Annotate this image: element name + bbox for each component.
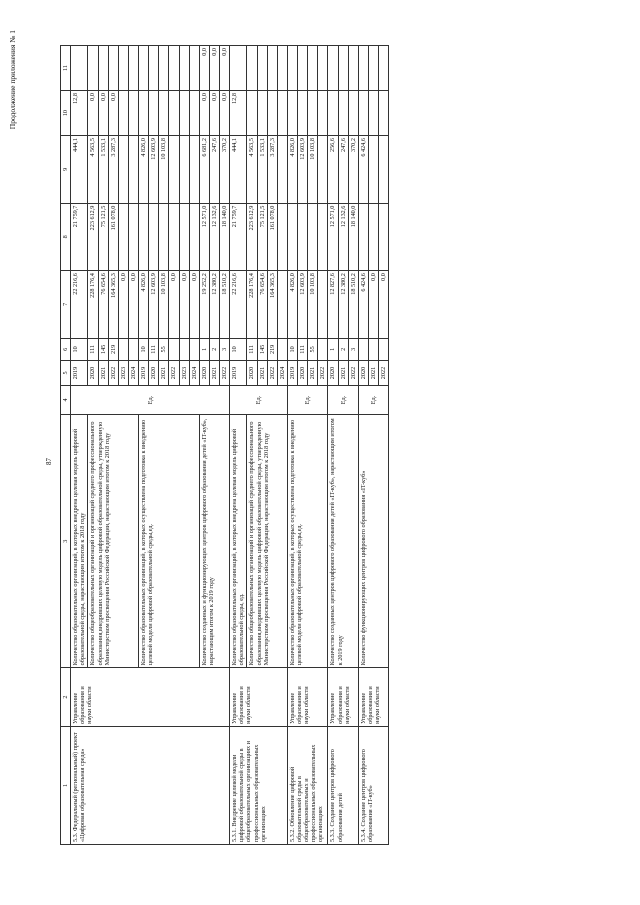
cell-count xyxy=(128,338,138,361)
cell-count: 111 xyxy=(88,338,98,361)
cell-municipal: 12,8 xyxy=(71,91,88,136)
cell-count xyxy=(379,338,389,361)
cell-federal xyxy=(128,203,138,271)
cell-total xyxy=(277,271,287,339)
cell-year: 2021 xyxy=(257,361,267,386)
cell-year: 2020 xyxy=(149,361,159,386)
column-number: 5 xyxy=(61,361,71,386)
column-number: 8 xyxy=(61,203,71,271)
cell-regional xyxy=(128,136,138,204)
cell-year: 2022 xyxy=(379,361,389,386)
project-name: 5.3.4. Создание центров цифрового образования «IT-куб» xyxy=(358,726,388,844)
indicator-text: Количество общеобразовательных организаций и организаций среднего профессионального образования,внедривших целевую модель цифровой образовательной среды, утвержденную Министерством просвещения Российской Федерации, нарастающим итогом к 2018 году xyxy=(88,415,139,668)
cell-total: 19 252,2 xyxy=(199,271,209,339)
cell-federal xyxy=(318,203,328,271)
cell-other xyxy=(257,46,267,91)
indicator-text: Количество созданных и функционирующих центров цифрового образования детей «IT-куб», нарастающим итогом к 2019 году xyxy=(199,415,229,668)
cell-regional xyxy=(368,136,378,204)
cell-regional: 3 287,3 xyxy=(267,136,277,204)
cell-total: 4 826,0 xyxy=(287,271,297,339)
cell-count xyxy=(358,338,368,361)
cell-year: 2019 xyxy=(230,361,247,386)
cell-regional: 6 424,6 xyxy=(358,136,368,204)
cell-federal xyxy=(379,203,389,271)
cell-municipal xyxy=(247,91,257,136)
cell-regional: 6 681,2 xyxy=(199,136,209,204)
cell-other xyxy=(159,46,169,91)
cell-federal xyxy=(169,203,179,271)
cell-federal: 75 121,5 xyxy=(98,203,108,271)
table-row xyxy=(287,46,297,845)
data-table xyxy=(60,45,389,845)
table-body xyxy=(71,46,389,845)
cell-count: 10 xyxy=(139,338,149,361)
cell-municipal xyxy=(318,91,328,136)
cell-federal: 21 759,7 xyxy=(71,203,88,271)
cell-year: 2023 xyxy=(118,361,128,386)
column-number-row xyxy=(61,46,71,845)
cell-year: 2023 xyxy=(179,361,189,386)
cell-year: 2021 xyxy=(159,361,169,386)
project-name: 5.3.3. Создание центров цифрового образования детей xyxy=(328,726,358,844)
cell-total: 18 510,2 xyxy=(220,271,230,339)
cell-count xyxy=(277,338,287,361)
cell-other xyxy=(267,46,277,91)
cell-regional xyxy=(118,136,128,204)
cell-federal: 18 140,0 xyxy=(220,203,230,271)
column-number: 6 xyxy=(61,338,71,361)
column-number: 7 xyxy=(61,271,71,339)
cell-federal xyxy=(159,203,169,271)
cell-count: 10 xyxy=(230,338,247,361)
cell-year: 2022 xyxy=(318,361,328,386)
cell-year: 2020 xyxy=(199,361,209,386)
cell-other xyxy=(189,46,199,91)
cell-year: 2021 xyxy=(368,361,378,386)
cell-municipal xyxy=(379,91,389,136)
cell-federal xyxy=(139,203,149,271)
cell-year: 2019 xyxy=(287,361,297,386)
indicator-text: Количество образовательных организаций, в которых осуществлена подготовка к внедрению целевой модели цифровой образовательной среды,ед. xyxy=(287,415,328,668)
cell-regional: 370,2 xyxy=(348,136,358,204)
cell-regional: 247,6 xyxy=(338,136,348,204)
cell-other xyxy=(298,46,308,91)
cell-year: 2020 xyxy=(328,361,338,386)
cell-count xyxy=(118,338,128,361)
cell-federal: 223 612,9 xyxy=(247,203,257,271)
cell-municipal xyxy=(159,91,169,136)
cell-municipal: 0,0 xyxy=(220,91,230,136)
cell-other xyxy=(149,46,159,91)
cell-municipal: 0,0 xyxy=(199,91,209,136)
cell-count xyxy=(179,338,189,361)
column-number: 11 xyxy=(61,46,71,91)
table-row xyxy=(328,46,338,845)
project-name: 5.3.1. Внедрение целевой модели цифровой образовательной среды в общеобразовательных организациях и профессиональных образовательных организациях xyxy=(230,726,288,844)
cell-total: 76 654,6 xyxy=(98,271,108,339)
cell-regional: 370,2 xyxy=(220,136,230,204)
responsible-executor: Управление образования и науки области xyxy=(71,668,230,727)
cell-total: 228 176,4 xyxy=(247,271,257,339)
cell-regional xyxy=(379,136,389,204)
cell-count xyxy=(189,338,199,361)
cell-federal: 161 078,0 xyxy=(108,203,118,271)
cell-year: 2022 xyxy=(267,361,277,386)
cell-federal xyxy=(118,203,128,271)
cell-other xyxy=(71,46,88,91)
cell-year: 2020 xyxy=(247,361,257,386)
cell-count: 219 xyxy=(108,338,118,361)
cell-municipal xyxy=(348,91,358,136)
cell-regional: 1 533,1 xyxy=(257,136,267,204)
column-number: 9 xyxy=(61,136,71,204)
cell-municipal xyxy=(189,91,199,136)
cell-other xyxy=(338,46,348,91)
indicator-text: Количество функционирующих центров цифрового образования «IT-куб» xyxy=(358,415,388,668)
unit-of-measure: Ед. xyxy=(71,385,230,414)
cell-other xyxy=(247,46,257,91)
cell-year: 2022 xyxy=(220,361,230,386)
cell-other xyxy=(108,46,118,91)
cell-federal: 12 132,6 xyxy=(209,203,219,271)
cell-year: 2020 xyxy=(88,361,98,386)
cell-count xyxy=(318,338,328,361)
cell-count: 111 xyxy=(247,338,257,361)
cell-municipal xyxy=(298,91,308,136)
cell-other xyxy=(128,46,138,91)
cell-year: 2020 xyxy=(298,361,308,386)
cell-other xyxy=(318,46,328,91)
cell-year: 2019 xyxy=(71,361,88,386)
cell-total: 0,0 xyxy=(368,271,378,339)
cell-count: 55 xyxy=(308,338,318,361)
cell-municipal: 0,0 xyxy=(98,91,108,136)
cell-regional: 10 103,8 xyxy=(308,136,318,204)
cell-count xyxy=(169,338,179,361)
cell-other xyxy=(348,46,358,91)
cell-total: 228 176,4 xyxy=(88,271,98,339)
cell-total: 164 365,3 xyxy=(267,271,277,339)
cell-federal xyxy=(277,203,287,271)
cell-regional: 4 826,0 xyxy=(287,136,297,204)
cell-other: 0,0 xyxy=(209,46,219,91)
cell-count: 145 xyxy=(257,338,267,361)
cell-total: 0,0 xyxy=(189,271,199,339)
cell-year: 2021 xyxy=(308,361,318,386)
cell-regional xyxy=(169,136,179,204)
cell-other: 0,0 xyxy=(220,46,230,91)
cell-other: 0,0 xyxy=(199,46,209,91)
cell-count: 1 xyxy=(199,338,209,361)
cell-total: 76 654,6 xyxy=(257,271,267,339)
project-name: 5.3.2. Обновление цифровой образовательной среды в общеобразовательных и профессиональных образовательных организациях xyxy=(287,726,328,844)
cell-total: 12 827,6 xyxy=(328,271,338,339)
cell-year: 2021 xyxy=(98,361,108,386)
indicator-text: Количество образовательных организаций, в которых осуществлена подготовка к внедрению целевой модели цифровой образовательной среды,ед. xyxy=(139,415,200,668)
cell-other xyxy=(358,46,368,91)
cell-regional: 12 603,9 xyxy=(149,136,159,204)
table-row xyxy=(358,46,368,845)
cell-total: 4 826,0 xyxy=(139,271,149,339)
cell-regional: 4 563,5 xyxy=(247,136,257,204)
unit-of-measure: Ед. xyxy=(328,385,358,414)
cell-federal xyxy=(189,203,199,271)
unit-of-measure: Ед. xyxy=(287,385,328,414)
cell-federal: 223 612,9 xyxy=(88,203,98,271)
cell-federal: 12 571,0 xyxy=(199,203,209,271)
cell-other xyxy=(230,46,247,91)
cell-regional: 444,1 xyxy=(71,136,88,204)
cell-other xyxy=(308,46,318,91)
column-number: 1 xyxy=(61,726,71,844)
indicator-text: Количество образовательных организаций, в которых внедрена целевая модель цифровой образовательной среды, нарастающим итогом к 2018 году xyxy=(71,415,88,668)
table-row xyxy=(230,46,247,845)
cell-federal: 12 132,6 xyxy=(338,203,348,271)
cell-year: 2021 xyxy=(209,361,219,386)
cell-total: 12 380,2 xyxy=(338,271,348,339)
cell-total: 22 216,6 xyxy=(230,271,247,339)
indicator-text: Количество общеобразовательных организаций и организаций среднего профессионального образования,внедривших целевую модель цифровой образовательной среды, утвержденную Министерством просвещения Российской Федерации, нарастающим итогом к 2018 году xyxy=(247,415,288,668)
appendix-label: Продолжение приложения № 1 xyxy=(8,30,17,130)
cell-municipal xyxy=(368,91,378,136)
cell-count: 2 xyxy=(338,338,348,361)
column-number: 4 xyxy=(61,385,71,414)
cell-count: 1 xyxy=(328,338,338,361)
responsible-executor: Управление образования и науки области xyxy=(328,668,358,727)
cell-total: 12 603,9 xyxy=(298,271,308,339)
cell-municipal xyxy=(149,91,159,136)
cell-total: 0,0 xyxy=(379,271,389,339)
cell-count: 145 xyxy=(98,338,108,361)
project-name: 5.3. Федеральный (региональный) проект «Цифровая образовательная среда» xyxy=(71,726,230,844)
cell-regional: 3 287,3 xyxy=(108,136,118,204)
cell-municipal xyxy=(267,91,277,136)
cell-municipal xyxy=(118,91,128,136)
table-row xyxy=(71,46,88,845)
cell-regional: 12 603,9 xyxy=(298,136,308,204)
cell-year: 2024 xyxy=(189,361,199,386)
cell-municipal xyxy=(169,91,179,136)
cell-total: 0,0 xyxy=(118,271,128,339)
cell-year: 2022 xyxy=(348,361,358,386)
cell-count: 219 xyxy=(267,338,277,361)
cell-total: 10 103,8 xyxy=(159,271,169,339)
cell-regional: 1 533,1 xyxy=(98,136,108,204)
cell-regional xyxy=(189,136,199,204)
responsible-executor: Управление образования и науки области xyxy=(287,668,328,727)
cell-municipal xyxy=(179,91,189,136)
cell-total xyxy=(318,271,328,339)
cell-year: 2020 xyxy=(358,361,368,386)
column-number: 2 xyxy=(61,668,71,727)
cell-year: 2019 xyxy=(139,361,149,386)
cell-count: 3 xyxy=(348,338,358,361)
cell-total: 12 380,2 xyxy=(209,271,219,339)
cell-federal xyxy=(287,203,297,271)
cell-total: 22 216,6 xyxy=(71,271,88,339)
cell-federal xyxy=(308,203,318,271)
cell-year: 2024 xyxy=(128,361,138,386)
cell-municipal xyxy=(257,91,267,136)
cell-regional: 4 826,0 xyxy=(139,136,149,204)
cell-regional: 4 563,5 xyxy=(88,136,98,204)
cell-other xyxy=(277,46,287,91)
cell-federal: 21 759,7 xyxy=(230,203,247,271)
cell-federal: 18 140,0 xyxy=(348,203,358,271)
cell-count: 111 xyxy=(149,338,159,361)
cell-year: 2021 xyxy=(338,361,348,386)
cell-total: 6 424,6 xyxy=(358,271,368,339)
cell-other xyxy=(368,46,378,91)
cell-municipal xyxy=(328,91,338,136)
cell-other xyxy=(287,46,297,91)
cell-count: 10 xyxy=(71,338,88,361)
cell-other xyxy=(118,46,128,91)
cell-regional xyxy=(179,136,189,204)
cell-count xyxy=(368,338,378,361)
page-number: 87 xyxy=(45,458,53,465)
cell-total: 10 103,8 xyxy=(308,271,318,339)
cell-year: 2024 xyxy=(277,361,287,386)
cell-other xyxy=(88,46,98,91)
cell-other xyxy=(179,46,189,91)
indicator-text: Количество образовательных организаций, в которых внедрена целевая модель цифровой образовательной среды, ед. xyxy=(230,415,247,668)
unit-of-measure: Ед. xyxy=(230,385,288,414)
cell-other xyxy=(139,46,149,91)
cell-federal xyxy=(179,203,189,271)
cell-municipal: 0,0 xyxy=(88,91,98,136)
cell-municipal xyxy=(308,91,318,136)
cell-year: 2022 xyxy=(169,361,179,386)
cell-regional xyxy=(277,136,287,204)
cell-municipal xyxy=(277,91,287,136)
cell-regional xyxy=(318,136,328,204)
cell-federal xyxy=(358,203,368,271)
cell-count: 3 xyxy=(220,338,230,361)
cell-regional: 256,6 xyxy=(328,136,338,204)
column-number: 3 xyxy=(61,415,71,668)
cell-other xyxy=(169,46,179,91)
cell-municipal xyxy=(338,91,348,136)
cell-regional: 247,6 xyxy=(209,136,219,204)
cell-other xyxy=(379,46,389,91)
cell-federal: 161 078,0 xyxy=(267,203,277,271)
cell-count: 2 xyxy=(209,338,219,361)
cell-municipal xyxy=(139,91,149,136)
unit-of-measure: Ед. xyxy=(358,385,388,414)
cell-total: 164 365,3 xyxy=(108,271,118,339)
cell-total: 0,0 xyxy=(169,271,179,339)
cell-total: 12 603,9 xyxy=(149,271,159,339)
cell-total: 18 510,2 xyxy=(348,271,358,339)
cell-municipal: 0,0 xyxy=(209,91,219,136)
cell-year: 2022 xyxy=(108,361,118,386)
cell-regional: 10 103,8 xyxy=(159,136,169,204)
cell-federal: 12 571,0 xyxy=(328,203,338,271)
cell-municipal xyxy=(128,91,138,136)
column-number: 10 xyxy=(61,91,71,136)
cell-federal xyxy=(149,203,159,271)
responsible-executor: Управление образования и науки области xyxy=(358,668,388,727)
cell-federal xyxy=(298,203,308,271)
cell-other xyxy=(328,46,338,91)
cell-municipal: 0,0 xyxy=(108,91,118,136)
cell-count: 10 xyxy=(287,338,297,361)
cell-municipal xyxy=(358,91,368,136)
cell-federal xyxy=(368,203,378,271)
cell-total: 0,0 xyxy=(128,271,138,339)
responsible-executor: Управление образования и науки области xyxy=(230,668,288,727)
cell-municipal: 12,8 xyxy=(230,91,247,136)
cell-federal: 75 121,5 xyxy=(257,203,267,271)
cell-regional: 444,1 xyxy=(230,136,247,204)
cell-total: 0,0 xyxy=(179,271,189,339)
cell-count: 111 xyxy=(298,338,308,361)
cell-other xyxy=(98,46,108,91)
indicator-text: Количество созданных центров цифрового образования детей «IT-куб», нарастающим итогом к 2019 году xyxy=(328,415,358,668)
cell-municipal xyxy=(287,91,297,136)
cell-count: 55 xyxy=(159,338,169,361)
